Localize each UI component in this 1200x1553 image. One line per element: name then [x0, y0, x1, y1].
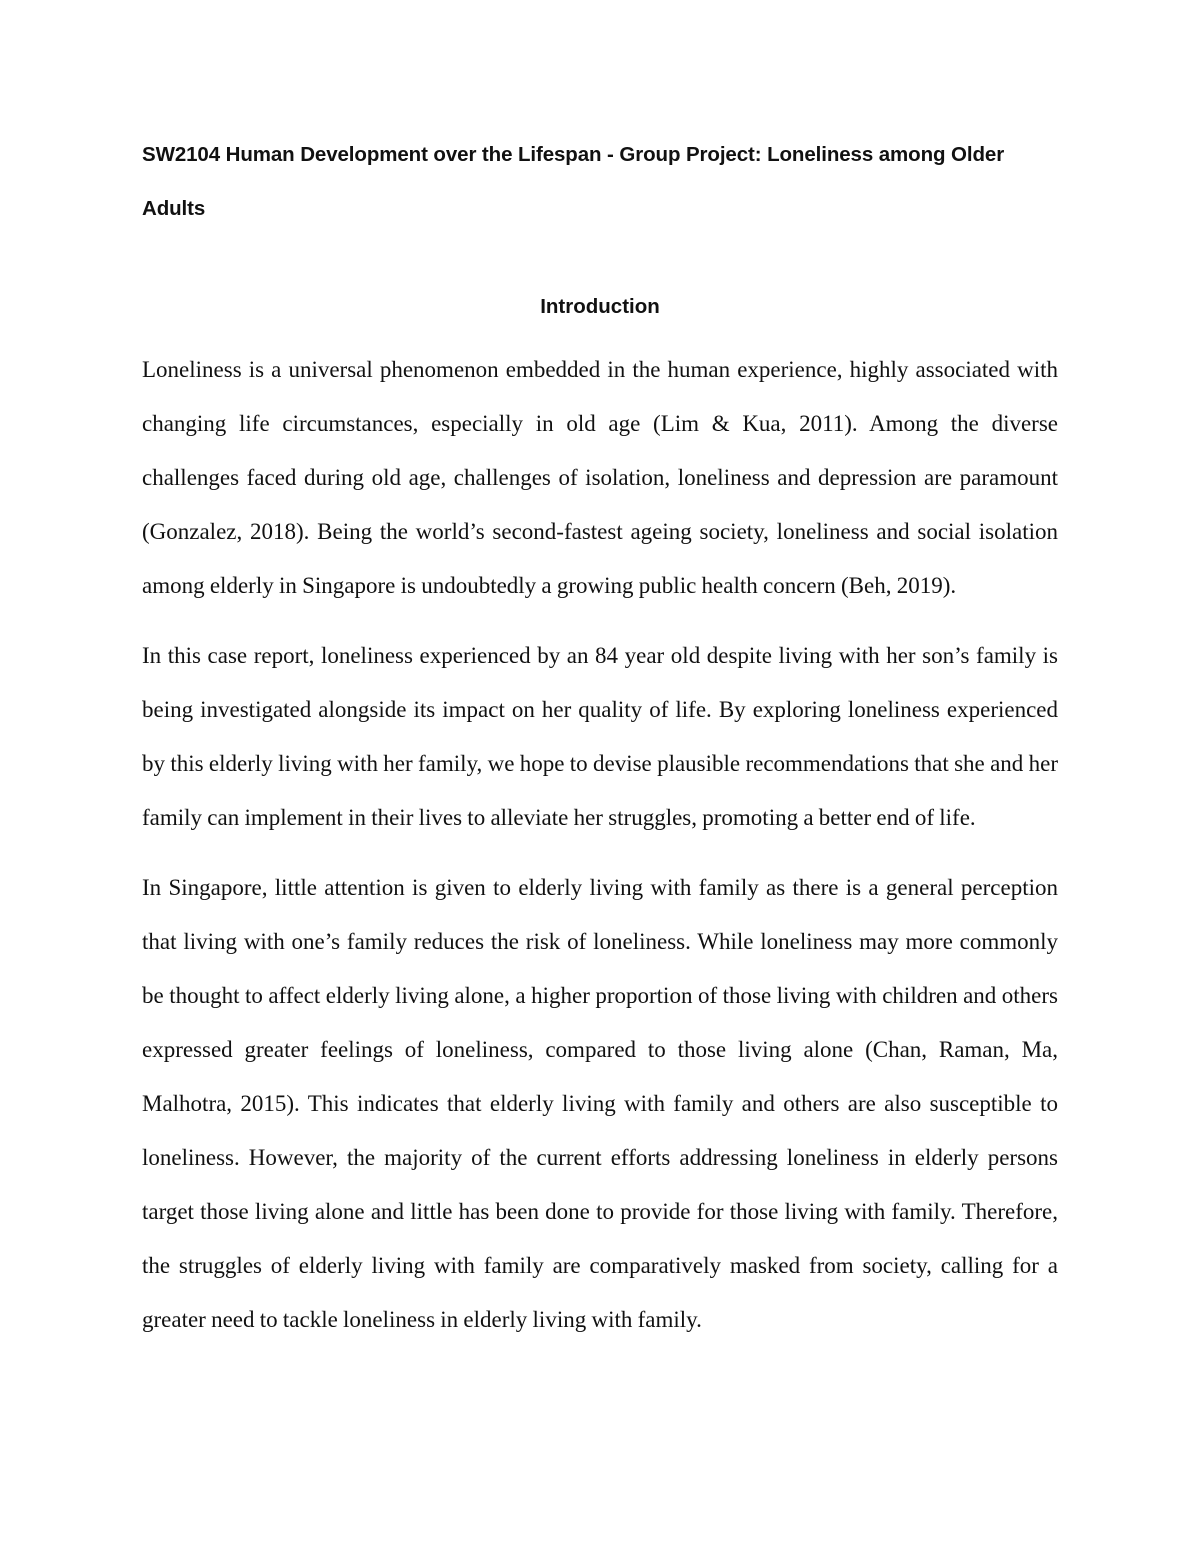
- section-heading-introduction: Introduction: [540, 295, 660, 318]
- document-page: [142, 128, 1058, 1347]
- paragraph-2: In this case report, loneliness experienced by an 84 year old despite living with her son’s family is being investigated alongside its impact on her quality of life. By exploring loneliness experienced by this elderly living with her family, we hope to devise plausible recommendations that she and her family can implement in their lives to alleviate her struggles, promoting a better end of life.: [142, 643, 1058, 830]
- document-title: SW2104 Human Development over the Lifespan - Group Project: Loneliness among Older Adults: [142, 143, 1005, 220]
- paragraph-3: In Singapore, little attention is given to elderly living with family as there is a general perception that living with one’s family reduces the risk of loneliness. While loneliness may more commonly be thought to affect elderly living alone, a higher proportion of those living with children and others expressed greater feelings of loneliness, compared to those living alone (Chan, Raman, Ma, Malhotra, 2015). This indicates that elderly living with family and others are also susceptible to loneliness. However, the majority of the current efforts addressing loneliness in elderly persons target those living alone and little has been done to provide for those living with family. Therefore, the struggles of elderly living with family are comparatively masked from society, calling for a greater need to tackle loneliness in elderly living with family.: [142, 875, 1058, 1332]
- paragraph-1: Loneliness is a universal phenomenon embedded in the human experience, highly associated with changing life circumstances, especially in old age (Lim & Kua, 2011). Among the diverse challenges faced during old age, challenges of isolation, loneliness and depression are paramount (Gonzalez, 2018). Being the world’s second-fastest ageing society, loneliness and social isolation among elderly in Singapore is undoubtedly a growing public health concern (Beh, 2019).: [142, 357, 1058, 598]
